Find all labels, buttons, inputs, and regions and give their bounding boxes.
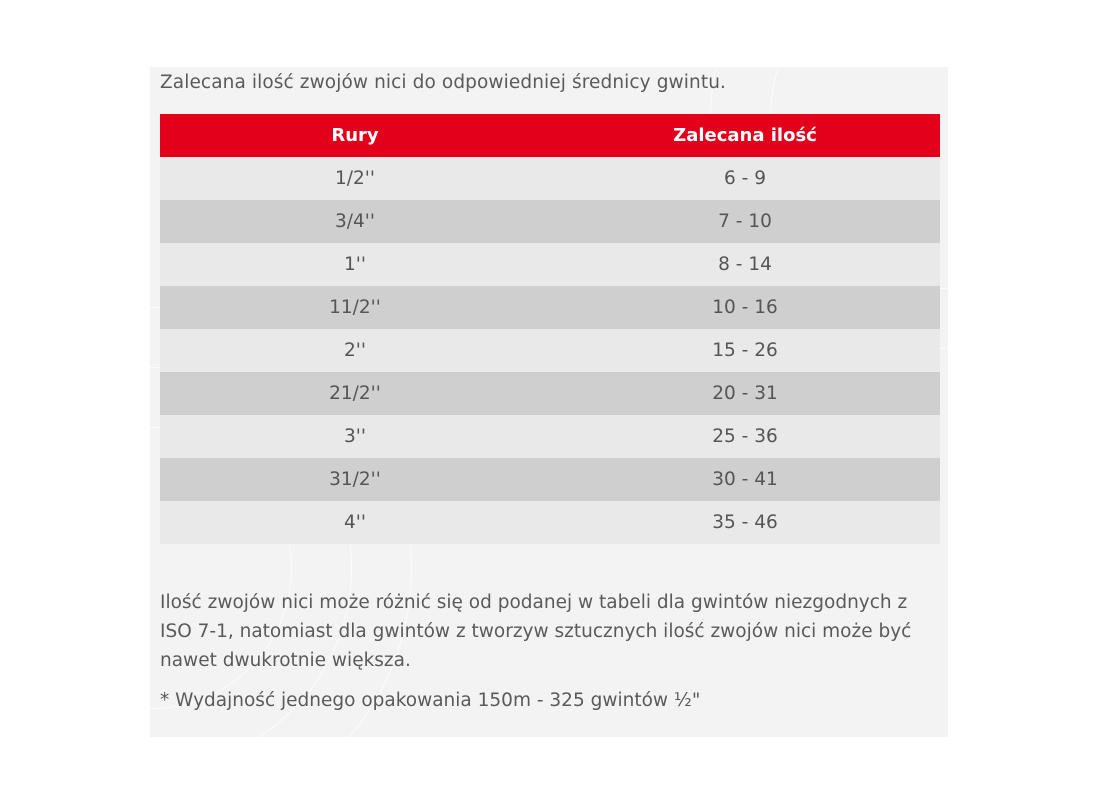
thread-count-cell: 20 - 31 — [550, 372, 940, 415]
thread-count-cell: 25 - 36 — [550, 415, 940, 458]
pipe-size-cell: 1/2'' — [160, 157, 550, 200]
thread-count-cell: 15 - 26 — [550, 329, 940, 372]
pipe-size-cell: 1'' — [160, 243, 550, 286]
pipe-size-cell: 31/2'' — [160, 458, 550, 501]
table-row — [160, 243, 940, 286]
table-caption: Zalecana ilość zwojów nici do odpowiedniej średnicy gwintu. — [160, 72, 727, 93]
table-row — [160, 286, 940, 329]
thread-count-cell: 10 - 16 — [550, 286, 940, 329]
table-header-row — [160, 114, 940, 157]
header-recommended-count: Zalecana ilość — [550, 114, 940, 157]
table-row — [160, 458, 940, 501]
pipe-size-cell: 2'' — [160, 329, 550, 372]
thread-count-cell: 7 - 10 — [550, 200, 940, 243]
yield-footnote: * Wydajność jednego opakowania 150m - 325 gwintów ½" — [160, 690, 701, 711]
header-pipes: Rury — [160, 114, 550, 157]
thread-count-cell: 30 - 41 — [550, 458, 940, 501]
table-row — [160, 501, 940, 544]
table-row — [160, 329, 940, 372]
pipe-size-cell: 3/4'' — [160, 200, 550, 243]
pipe-size-cell: 11/2'' — [160, 286, 550, 329]
pipe-size-cell: 21/2'' — [160, 372, 550, 415]
thread-count-table — [160, 114, 940, 544]
table-row — [160, 200, 940, 243]
pipe-size-cell: 4'' — [160, 501, 550, 544]
table-row — [160, 415, 940, 458]
pipe-size-cell: 3'' — [160, 415, 550, 458]
table-row — [160, 157, 940, 200]
thread-count-cell: 6 - 9 — [550, 157, 940, 200]
thread-count-cell: 8 - 14 — [550, 243, 940, 286]
variance-note: Ilość zwojów nici może różnić się od podanej w tabeli dla gwintów niezgodnych z ISO 7-1, natomiast dla gwintów z tworzyw sztucznych ilość zwojów nici może być nawet dwukrotnie większa. — [160, 592, 912, 671]
thread-count-cell: 35 - 46 — [550, 501, 940, 544]
table-row — [160, 372, 940, 415]
